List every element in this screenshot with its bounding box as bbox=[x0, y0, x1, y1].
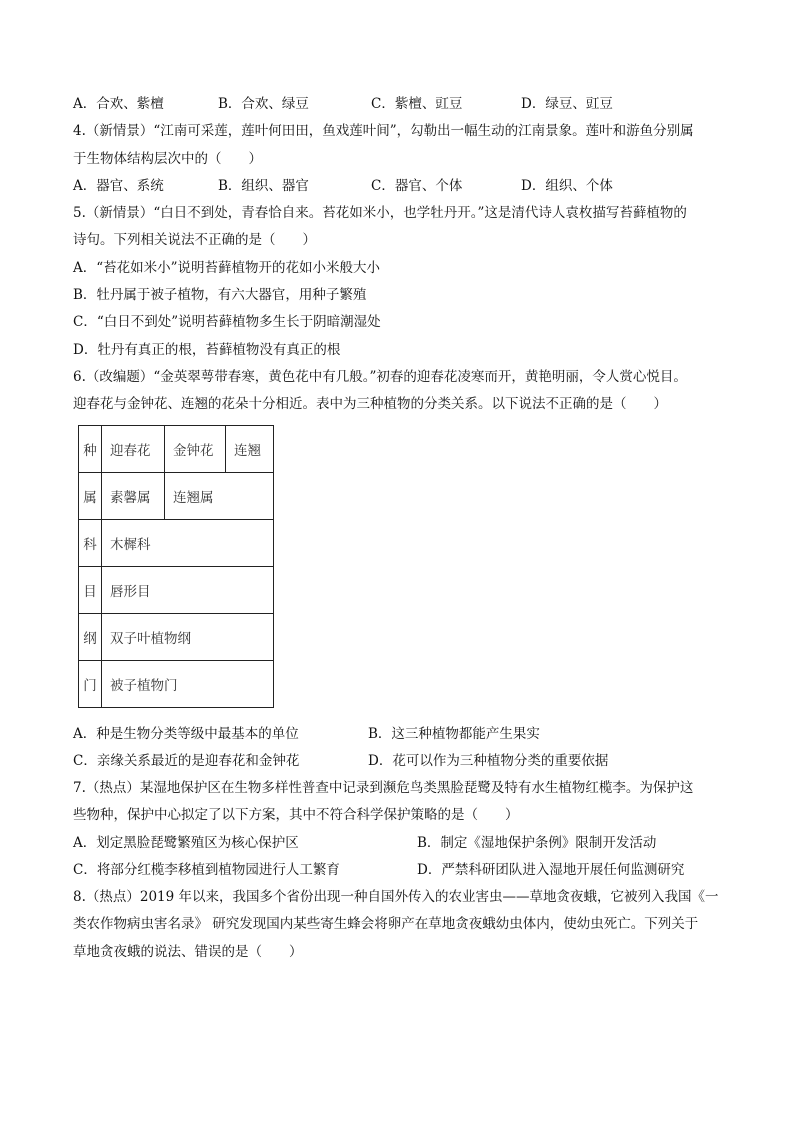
cell-yingchunhua: 迎春花 bbox=[102, 426, 165, 473]
cell-lianqiao-genus: 连翘属 bbox=[165, 473, 274, 520]
cell-class: 双子叶植物纲 bbox=[102, 614, 274, 661]
q6-option-c: C．亲缘关系最近的是迎春花和金钟花 bbox=[73, 753, 300, 769]
q6-stem-line1: 6.（改编题）“金英翠萼带春寒，黄色花中有几般。”初春的迎春花凌寒而开，黄艳明丽，令人赏心悦目。 bbox=[73, 369, 687, 385]
q3-option-a: A．合欢、紫檀 bbox=[73, 96, 164, 112]
q3-option-d: D．绿豆、豇豆 bbox=[521, 96, 613, 112]
q8-stem-line2: 类农作物病虫害名录》 研究发现国内某些寄生蜂会将卵产在草地贪夜蛾幼虫体内，使幼虫死亡。下列关于 bbox=[73, 916, 699, 932]
q5-option-c: C．“白日不到处”说明苔藓植物多生长于阴暗潮湿处 bbox=[73, 314, 381, 330]
q3-option-c: C．紫檀、豇豆 bbox=[371, 96, 463, 112]
rank-order: 目 bbox=[79, 567, 102, 614]
cell-suxin-genus: 素馨属 bbox=[102, 473, 165, 520]
q6-option-a: A．种是生物分类等级中最基本的单位 bbox=[73, 726, 299, 742]
table-row-class bbox=[79, 614, 274, 661]
q4-option-b: B．组织、器官 bbox=[218, 178, 309, 194]
q7-option-a: A．划定黑脸琵鹭繁殖区为核心保护区 bbox=[73, 835, 299, 851]
q6-option-b: B．这三种植物都能产生果实 bbox=[368, 726, 540, 742]
cell-phylum: 被子植物门 bbox=[102, 661, 274, 708]
q7-stem-line1: 7.（热点）某湿地保护区在生物多样性普查中记录到濒危鸟类黑脸琵鹭及特有水生植物红榄李。为保护这 bbox=[73, 780, 694, 796]
classification-table bbox=[78, 425, 274, 708]
rank-phylum: 门 bbox=[79, 661, 102, 708]
cell-family: 木樨科 bbox=[102, 520, 274, 567]
q4-option-a: A．器官、系统 bbox=[73, 178, 164, 194]
table-row-order bbox=[79, 567, 274, 614]
q7-stem-line2: 些物种，保护中心拟定了以下方案，其中不符合科学保护策略的是（ ） bbox=[73, 807, 519, 823]
q5-stem-line2: 诗句。下列相关说法不正确的是（ ） bbox=[73, 232, 316, 248]
table-row-genus bbox=[79, 473, 274, 520]
q4-option-d: D．组织、个体 bbox=[521, 178, 613, 194]
q7-option-c: C．将部分红榄李移植到植物园进行人工繁育 bbox=[73, 862, 340, 878]
table-row-phylum bbox=[79, 661, 274, 708]
table-row-family bbox=[79, 520, 274, 567]
q3-option-b: B．合欢、绿豆 bbox=[218, 96, 309, 112]
cell-jinzhonghua: 金钟花 bbox=[165, 426, 226, 473]
table-row-species bbox=[79, 426, 274, 473]
q5-option-b: B．牡丹属于被子植物，有六大器官，用种子繁殖 bbox=[73, 287, 367, 303]
q8-stem-line1: 8.（热点）2019 年以来，我国多个省份出现一种自国外传入的农业害虫——草地贪夜蛾，它被列入我国《一 bbox=[73, 889, 719, 905]
q7-option-b: B．制定《湿地保护条例》限制开发活动 bbox=[417, 835, 657, 851]
cell-lianqiao: 连翘 bbox=[226, 426, 274, 473]
q4-option-c: C．器官、个体 bbox=[371, 178, 463, 194]
q5-option-a: A．“苔花如米小”说明苔藓植物开的花如小米般大小 bbox=[73, 260, 381, 276]
q5-option-d: D．牡丹有真正的根，苔藓植物没有真正的根 bbox=[73, 342, 341, 358]
rank-species: 种 bbox=[79, 426, 102, 473]
cell-order: 唇形目 bbox=[102, 567, 274, 614]
q7-option-d: D．严禁科研团队进入湿地开展任何监测研究 bbox=[417, 862, 685, 878]
rank-genus: 属 bbox=[79, 473, 102, 520]
q8-stem-line3: 草地贪夜蛾的说法、错误的是（ ） bbox=[73, 944, 303, 960]
q4-stem-line2: 于生物体结构层次中的（ ） bbox=[73, 151, 262, 167]
q5-stem-line1: 5.（新情景）“白日不到处，青春恰自来。苔花如米小，也学牡丹开。”这是清代诗人袁枚描写苔藓植物的 bbox=[73, 205, 687, 221]
q4-stem-line1: 4.（新情景）“江南可采莲，莲叶何田田，鱼戏莲叶间”，勾勒出一幅生动的江南景象。莲叶和游鱼分别属 bbox=[73, 123, 694, 139]
q6-stem-line2: 迎春花与金钟花、连翘的花朵十分相近。表中为三种植物的分类关系。以下说法不正确的是（ ） bbox=[73, 396, 667, 412]
q6-option-d: D．花可以作为三种植物分类的重要依据 bbox=[368, 753, 609, 769]
rank-class: 纲 bbox=[79, 614, 102, 661]
rank-family: 科 bbox=[79, 520, 102, 567]
